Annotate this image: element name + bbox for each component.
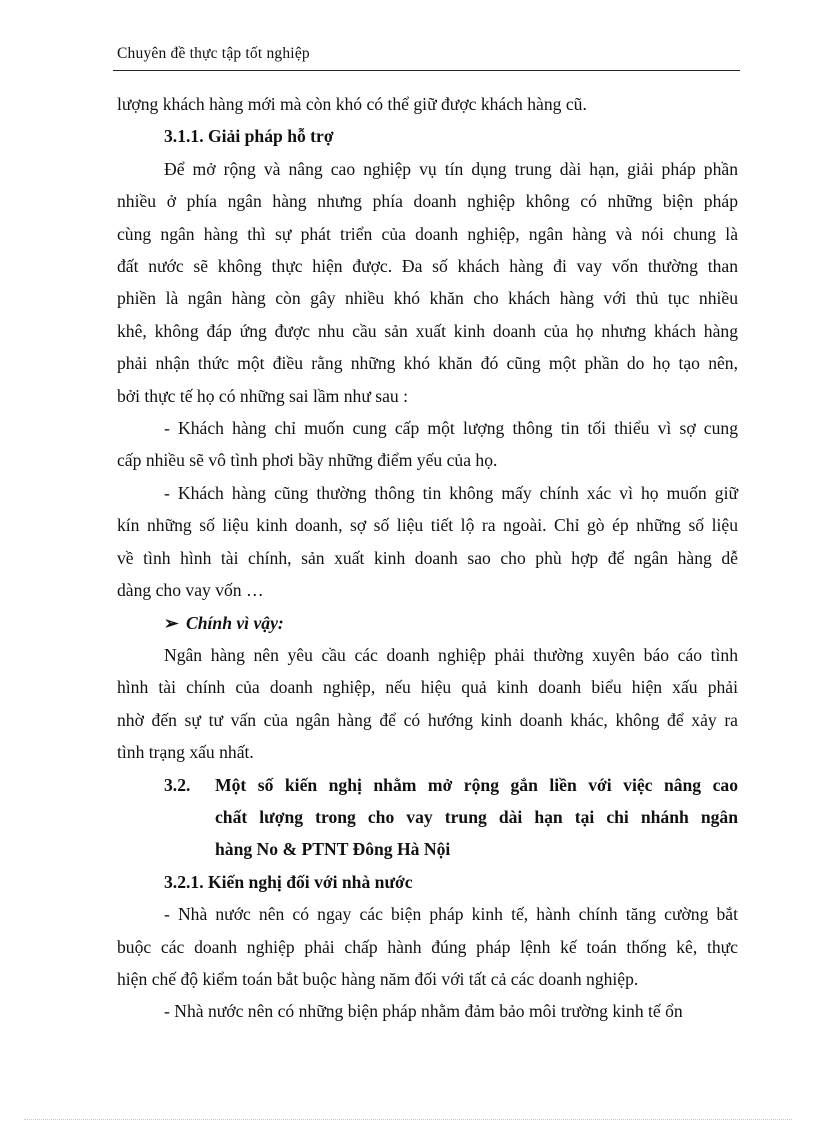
text-line: buộc các doanh nghiệp phải chấp hành đúng pháp lệnh kế toán thống kê, thực bbox=[117, 936, 738, 957]
paragraph-state-environment bbox=[117, 995, 738, 1027]
paragraph-state-measures bbox=[117, 898, 738, 995]
section-number: 3.2. bbox=[164, 774, 191, 795]
text-line: phải nhận thức một điều rằng những khó khăn đó cũng một phần do họ tạo nên, bbox=[117, 353, 738, 374]
page-bottom-divider bbox=[24, 1119, 792, 1120]
section-heading-3-2 bbox=[117, 769, 738, 866]
paragraph-customer-info bbox=[117, 412, 738, 477]
text-line: - Khách hàng cũng thường thông tin không mấy chính xác vì họ muốn giữ bbox=[164, 482, 738, 503]
document-body bbox=[117, 88, 738, 1028]
section-heading-3-1-1: 3.1.1. Giải pháp hỗ trợ bbox=[164, 126, 334, 147]
text-line: nhiều ở phía ngân hàng nhưng phía doanh nghiệp không có những biện pháp bbox=[117, 191, 738, 212]
heading-line: hàng No & PTNT Đông Hà Nội bbox=[215, 839, 451, 860]
paragraph-bank-request bbox=[117, 639, 738, 769]
text-line: đất nước sẽ không thực hiện được. Đa số khách hàng đi vay vốn thường than bbox=[117, 256, 738, 277]
header-divider bbox=[113, 70, 740, 71]
text-line: hình tài chính của doanh nghiệp, nếu hiệu quả kinh doanh biểu hiện xấu phải bbox=[117, 677, 738, 698]
text-line: - Khách hàng chỉ muốn cung cấp một lượng thông tin tối thiểu vì sợ cung bbox=[164, 418, 738, 439]
text-line: hiện chế độ kiểm toán bắt buộc hàng năm đối với tất cả các doanh nghiệp. bbox=[117, 968, 639, 989]
text-line: khê, không đáp ứng được nhu cầu sản xuất kinh doanh của họ nhưng khách hàng bbox=[117, 320, 738, 341]
text-line: Ngân hàng nên yêu cầu các doanh nghiệp phải thường xuyên báo cáo tình bbox=[164, 644, 738, 665]
text-line: nhờ đến sự tư vấn của ngân hàng để có hướng kinh doanh khác, không để xảy ra bbox=[117, 709, 738, 730]
section-title bbox=[215, 769, 738, 866]
text-line: - Nhà nước nên có ngay các biện pháp kinh tế, hành chính tăng cường bắt bbox=[164, 904, 738, 925]
text-line: tình trạng xấu nhất. bbox=[117, 742, 254, 763]
text-line: - Nhà nước nên có những biện pháp nhằm đảm bảo môi trường kinh tế ổn bbox=[164, 1001, 683, 1022]
heading-line: Một số kiến nghị nhằm mở rộng gắn liền với việc nâng cao bbox=[215, 774, 738, 795]
paragraph-continuation bbox=[117, 88, 738, 120]
text-line: Để mở rộng và nâng cao nghiệp vụ tín dụng trung dài hạn, giải pháp phần bbox=[164, 158, 738, 179]
section-heading-3-2-1: 3.2.1. Kiến nghị đối với nhà nước bbox=[164, 871, 413, 892]
heading-line: chất lượng trong cho vay trung dài hạn tại chi nhánh ngân bbox=[215, 806, 738, 827]
text-line: lượng khách hàng mới mà còn khó có thể giữ được khách hàng cũ. bbox=[117, 94, 587, 114]
text-line: dàng cho vay vốn … bbox=[117, 580, 264, 601]
page-header: Chuyên đề thực tập tốt nghiệp bbox=[117, 45, 310, 62]
text-line: phiền là ngân hàng còn gây nhiều khó khăn cho khách hàng với thủ tục nhiều bbox=[117, 288, 738, 309]
bullet-heading-text: Chính vì vậy: bbox=[186, 612, 284, 633]
paragraph-support-solution bbox=[117, 153, 738, 412]
arrow-bullet-icon: ➢ bbox=[164, 612, 179, 633]
text-line: kín những số liệu kinh doanh, sợ số liệu tiết lộ ra ngoài. Chỉ gò ép những số liệu bbox=[117, 515, 738, 536]
bullet-heading bbox=[117, 607, 738, 639]
paragraph-customer-accuracy bbox=[117, 477, 738, 607]
text-line: bởi thực tế họ có những sai lầm như sau : bbox=[117, 385, 409, 406]
text-line: cùng ngân hàng thì sự phát triển của doanh nghiệp, ngân hàng và nói chung là bbox=[117, 223, 738, 244]
text-line: cấp nhiều sẽ vô tình phơi bầy những điểm yếu của họ. bbox=[117, 450, 498, 471]
text-line: về tình hình tài chính, sản xuất kinh doanh sao cho phù hợp để ngân hàng dễ bbox=[117, 547, 738, 568]
